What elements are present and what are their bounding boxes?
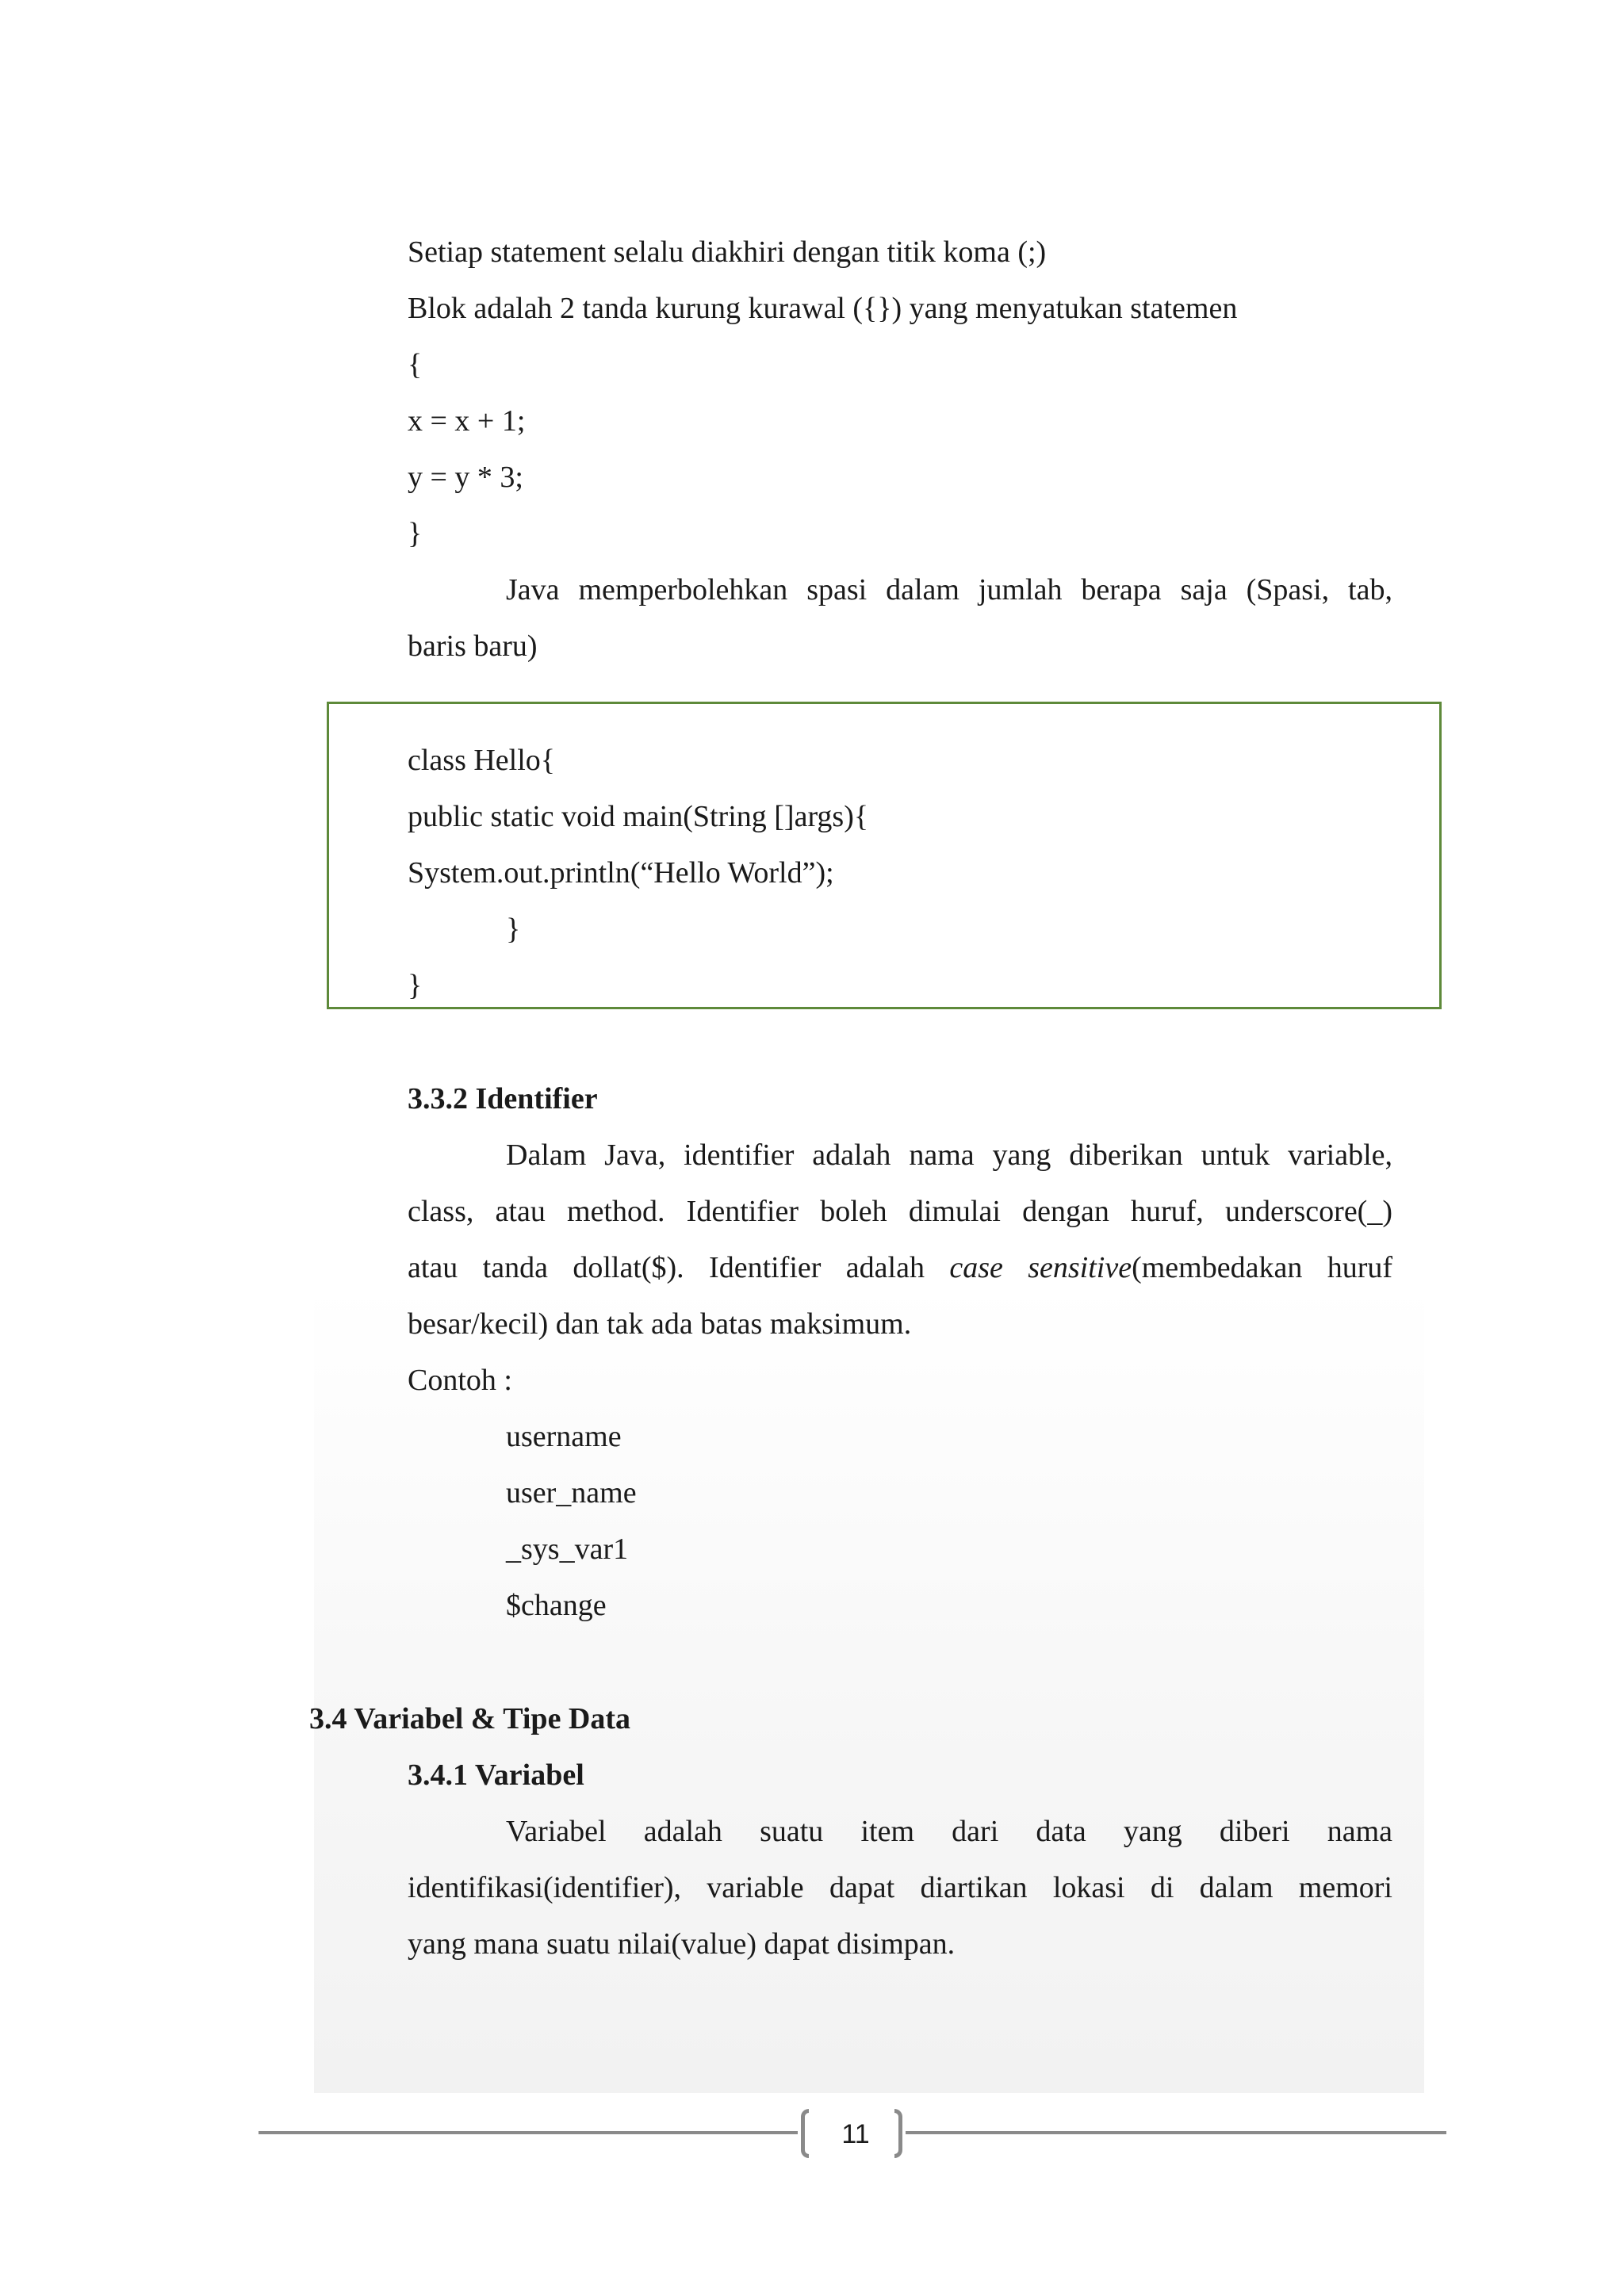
code-line-println: System.out.println(“Hello World”);	[408, 856, 834, 890]
case-sensitive-term: case sensitive	[949, 1251, 1132, 1284]
intro-line-block: Blok adalah 2 tanda kurung kurawal ({}) yang menyatukan statemen	[408, 292, 1238, 325]
code-line-close-class: }	[408, 969, 423, 1002]
footer-rule-left	[259, 2131, 798, 2134]
identifier-paragraph-line-2: class, atau method. Identifier boleh dimulai dengan huruf, underscore(_)	[408, 1195, 1392, 1228]
intro-paragraph-line-1: Java memperbolehkan spasi dalam jumlah berapa saja (Spasi, tab,	[506, 573, 1392, 607]
variabel-paragraph-line-1: Variabel adalah suatu item dari data yang diberi nama	[506, 1815, 1392, 1848]
identifier-text-c: (membedakan huruf	[1132, 1251, 1392, 1284]
identifier-text-a: atau tanda dollat($). Identifier adalah	[408, 1251, 950, 1284]
footer-bracket-left	[801, 2109, 809, 2158]
footer-rule-right	[906, 2131, 1446, 2134]
intro-paragraph-line-2: baris baru)	[408, 629, 538, 663]
example-identifier: $change	[506, 1589, 607, 1622]
intro-statement-x: x = x + 1;	[408, 404, 526, 438]
identifier-paragraph-line-1: Dalam Java, identifier adalah nama yang diberikan untuk variable,	[506, 1138, 1392, 1172]
example-identifier: _sys_var1	[506, 1533, 629, 1566]
intro-statement-y: y = y * 3;	[408, 461, 523, 494]
page-number: 11	[841, 2119, 870, 2149]
variabel-section-heading: 3.4 Variabel & Tipe Data	[309, 1702, 631, 1735]
code-line-class: class Hello{	[408, 744, 556, 777]
identifier-paragraph-line-3	[408, 1239, 1392, 1296]
variabel-paragraph-line-3: yang mana suatu nilai(value) dapat disimpan.	[408, 1927, 956, 1961]
intro-line-statement: Setiap statement selalu diakhiri dengan titik koma (;)	[408, 235, 1047, 269]
variabel-paragraph-line-2: identifikasi(identifier), variable dapat diartikan lokasi di dalam memori	[408, 1871, 1392, 1904]
intro-brace-close: }	[408, 517, 423, 550]
variabel-subheading: 3.4.1 Variabel	[408, 1758, 584, 1792]
identifier-heading: 3.3.2 Identifier	[408, 1082, 598, 1115]
example-identifier: user_name	[506, 1476, 637, 1510]
identifier-paragraph-line-4: besar/kecil) dan tak ada batas maksimum.	[408, 1307, 912, 1341]
code-line-main: public static void main(String []args){	[408, 800, 869, 833]
example-identifier: username	[506, 1420, 622, 1453]
contoh-label: Contoh :	[408, 1364, 512, 1397]
intro-brace-open: {	[408, 348, 423, 381]
code-line-close-method: }	[506, 913, 521, 946]
